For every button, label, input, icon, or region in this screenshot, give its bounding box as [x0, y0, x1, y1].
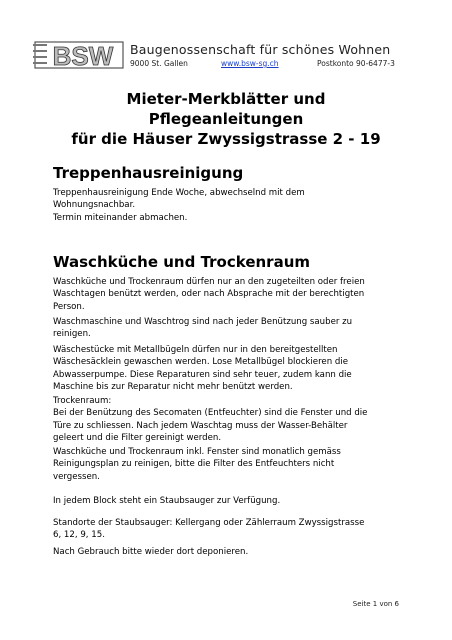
- org-address: 9000 St. Gallen: [130, 59, 188, 68]
- waschkueche-paragraph-8: [53, 546, 413, 558]
- text-line: Standorte der Staubsauger: Kellergang oder Zählerraum Zwyssigstrasse: [53, 518, 365, 528]
- title-line-1: Mieter-Merkblätter und: [126, 90, 326, 108]
- text-line: Waschmaschine und Waschtrog sind nach jeder Benützung sauber zu: [53, 317, 353, 327]
- org-name: Baugenossenschaft für schönes Wohnen: [130, 42, 391, 57]
- page-number: Seite 1 von 6: [352, 600, 399, 608]
- text-line: Wohnungsnachbar.: [53, 200, 136, 211]
- text-line: Termin miteinander abmachen.: [53, 212, 188, 223]
- text-line: 6, 12, 9, 15.: [53, 530, 105, 541]
- text-line: Waschküche und Trockenraum inkl. Fenster sind monatlich gemäss: [53, 447, 341, 457]
- title-line-3: für die Häuser Zwyssigstrasse 2 - 19: [71, 130, 381, 148]
- text-line: Treppenhausreinigung Ende Woche, abwechselnd mit dem: [53, 188, 305, 198]
- waschkueche-paragraph-5: [53, 446, 413, 483]
- text-line: Bei der Benützung des Secomaten (Entfeuchter) sind die Fenster und die: [53, 408, 368, 419]
- text-line: Waschtagen benützt werden, oder nach Absprache mit der berechtigten: [53, 289, 365, 300]
- text-line: vergessen.: [53, 471, 100, 482]
- text-line: Maschine bis zur Reparatur nicht mehr benützt werden.: [53, 382, 293, 393]
- text-line: geleert und die Filter gereinigt werden.: [53, 433, 222, 444]
- website-link[interactable]: www.bsw-sg.ch: [221, 59, 279, 68]
- org-contact-line: [130, 59, 400, 68]
- text-line: Waschküche und Trockenraum dürfen nur an den zugeteilten oder freien: [53, 277, 365, 287]
- bsw-logo: [33, 40, 125, 70]
- text-line: Reinigungsplan zu reinigen, bitte die Filter des Entfeuchters nicht: [53, 459, 335, 470]
- waschkueche-paragraph-4: [53, 395, 413, 445]
- postkonto: Postkonto 90-6477-3: [317, 59, 395, 68]
- title-line-2: Pflegeanleitungen: [148, 110, 304, 128]
- waschkueche-paragraph-3: [53, 344, 413, 394]
- text-line: Türe zu schliessen. Nach jedem Waschtag muss der Wasser-Behälter: [53, 420, 348, 431]
- text-line: reinigen.: [53, 329, 91, 340]
- treppenhaus-text: [53, 187, 413, 224]
- text-line: Person.: [53, 301, 85, 312]
- text-line: Trockenraum:: [53, 396, 112, 406]
- waschkueche-paragraph-7: [53, 517, 413, 542]
- text-line: Nach Gebrauch bitte wieder dort deponieren.: [53, 547, 249, 557]
- heading-waschkueche: Waschküche und Trockenraum: [53, 253, 310, 271]
- text-line: Wäschestücke mit Metallbügeln dürfen nur in den bereitgestellten: [53, 345, 338, 355]
- heading-treppenhaus: Treppenhausreinigung: [53, 164, 244, 182]
- text-line: Wäschesäcklein gewaschen werden. Lose Metallbügel blockieren die: [53, 357, 349, 368]
- waschkueche-paragraph-1: [53, 276, 413, 313]
- text-line: In jedem Block steht ein Staubsauger zur Verfügung.: [53, 496, 281, 506]
- waschkueche-paragraph-6: [53, 495, 413, 507]
- text-line: Abwasserpumpe. Diese Reparaturen sind sehr teuer, zudem kann die: [53, 369, 352, 380]
- logo-lettering: BSW: [52, 41, 114, 70]
- waschkueche-paragraph-2: [53, 316, 413, 341]
